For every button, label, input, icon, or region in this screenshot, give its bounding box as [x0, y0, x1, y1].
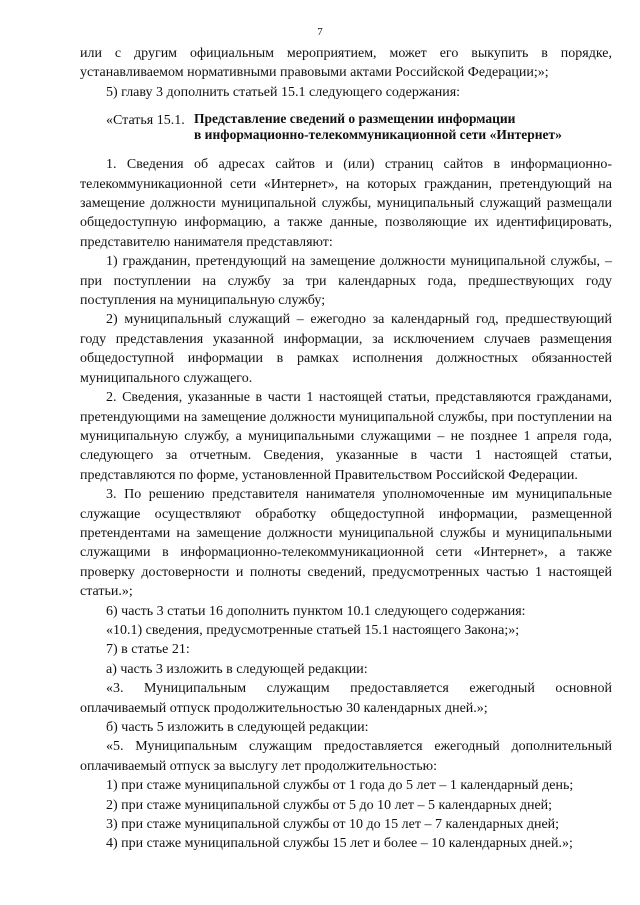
- article-part-2: 2. Сведения, указанные в части 1 настоящей статьи, представляются гражданами, претендующими на замещение должности муниципальной службы, при поступлении на муниципальную службу, а муниципальными служащими – не позднее 1 апреля года, следующего за отчетным. Сведения, указанные в части 1 настоящей статьи, представляются по форме, установленной Правительством Российской Федерации.: [80, 390, 612, 483]
- list-item: 3) при стаже муниципальной службы от 10 до 15 лет – 7 календарных дней;: [106, 817, 560, 833]
- amendment-5: 5) главу 3 дополнить статьей 15.1 следующего содержания:: [106, 84, 461, 100]
- document-body: [80, 44, 612, 854]
- article-title-line-1: Представление сведений о размещении информации: [194, 111, 516, 127]
- amendment-7a: а) часть 3 изложить в следующей редакции:: [106, 661, 368, 677]
- article-part-1-item-2: 2) муниципальный служащий – ежегодно за календарный год, предшествующий году представления указанной информации, за исключением случаев размещения общедоступной информации в рамках исполнения должностных обязанностей муниципального служащего.: [80, 312, 612, 386]
- intro-paragraph: или с другим официальным мероприятием, может его выкупить в порядке, устанавливаемом нормативными правовыми актами Российской Федерации;»;: [80, 46, 612, 81]
- list-item: 2) при стаже муниципальной службы от 5 до 10 лет – 5 календарных дней;: [106, 797, 553, 813]
- article-heading: [80, 111, 612, 143]
- article-part-1: 1. Сведения об адресах сайтов и (или) страниц сайтов в информационно-телекоммуникационной сети «Интернет», на которых гражданин, претендующий на замещение должности муниципальной службы, муниципальный служащий размещали общедоступную информацию, а также данные, позволяющие их идентифицировать, представителю нанимателя представляют:: [80, 157, 612, 250]
- list-item: 4) при стаже муниципальной службы 15 лет и более – 10 календарных дней.»;: [106, 836, 573, 852]
- amendment-7b: б) часть 5 изложить в следующей редакции:: [106, 720, 369, 735]
- article-part-1-item-1: 1) гражданин, претендующий на замещение должности муниципальной службы, – при поступлении на службу за три календарных года, предшествующих году поступления на муниципальную службу;: [80, 254, 612, 309]
- amendment-7b-text: «5. Муниципальным служащим предоставляется ежегодный дополнительный оплачиваемый отпуск за выслугу лет продолжительностью:: [80, 739, 612, 774]
- article-part-3: 3. По решению представителя нанимателя уполномоченные им муниципальные служащие осуществляют обработку общедоступной информации, размещенной претендентами на замещение должности муниципальной службы и муниципальными служащими в информационно-телекоммуникационной сети «Интернет», а также проверку достоверности и полноты сведений, предусмотренных частью 1 настоящей статьи.»;: [80, 487, 612, 600]
- page-number: 7: [317, 26, 323, 38]
- article-title: [194, 111, 612, 143]
- article-title-line-2: в информационно-телекоммуникационной сети «Интернет»: [194, 127, 562, 143]
- amendment-7a-text: «3. Муниципальным служащим предоставляется ежегодный основной оплачиваемый отпуск продолжительностью 30 календарных дней.»;: [80, 681, 612, 716]
- amendment-7: 7) в статье 21:: [106, 642, 190, 658]
- amendment-6-text: «10.1) сведения, предусмотренные статьей 15.1 настоящего Закона;»;: [106, 622, 520, 638]
- list-item: 1) при стаже муниципальной службы от 1 года до 5 лет – 1 календарный день;: [106, 778, 574, 794]
- article-number: «Статья 15.1.: [106, 113, 185, 129]
- amendment-6: 6) часть 3 статьи 16 дополнить пунктом 10.1 следующего содержания:: [106, 603, 526, 619]
